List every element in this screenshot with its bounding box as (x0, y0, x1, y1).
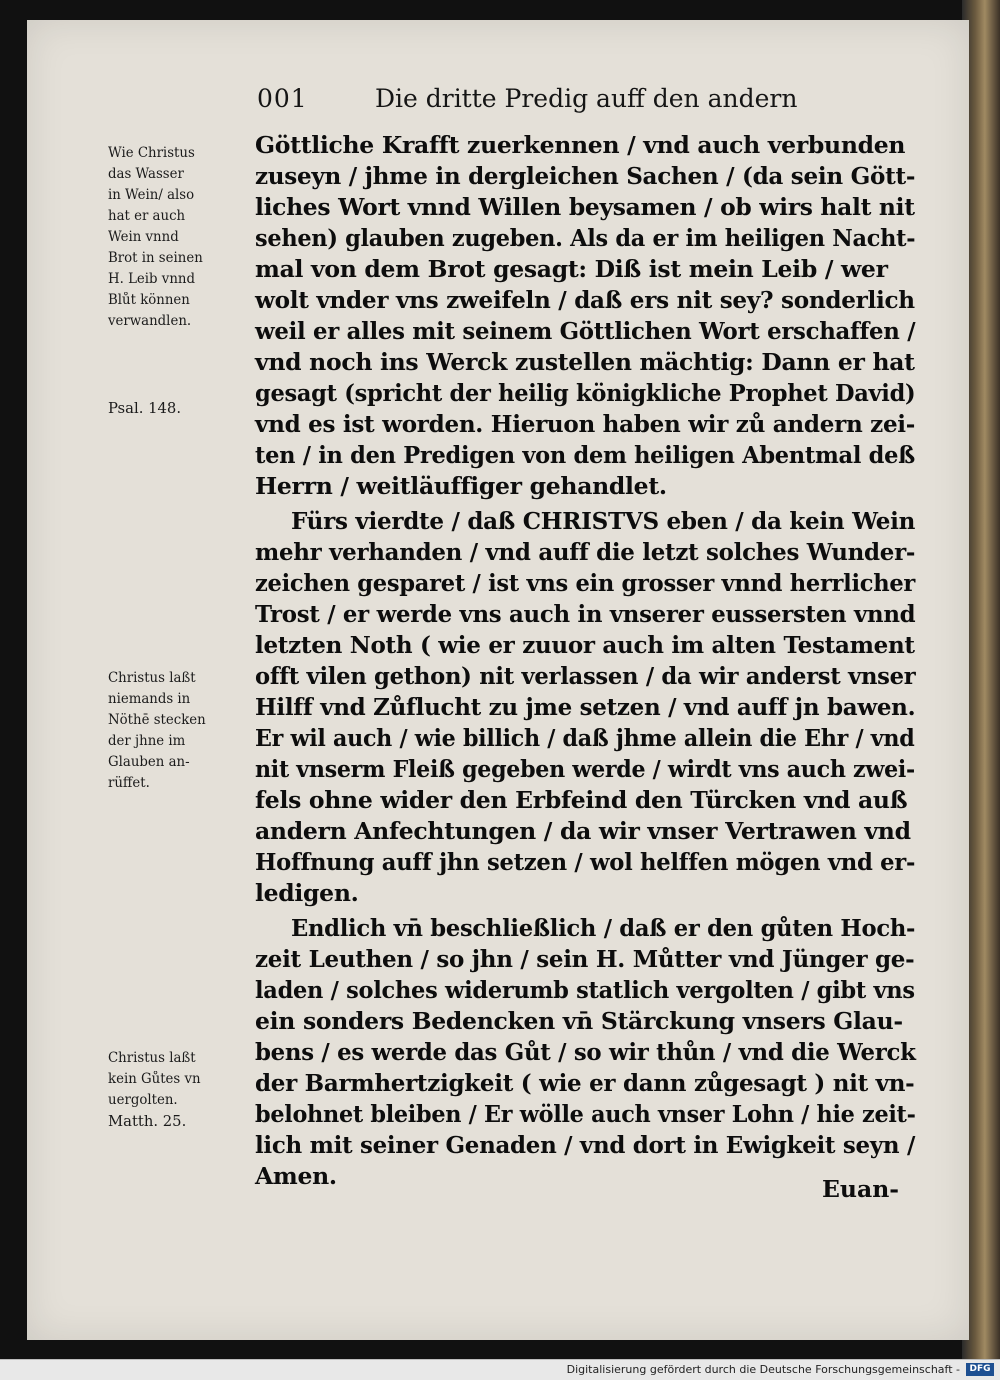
margin-note-line: Blůt können (108, 292, 190, 308)
text-line: bens / es werde das Gůt / so wir thůn / vnd die Werck (255, 1038, 916, 1066)
dfg-logo-icon: DFG (966, 1363, 994, 1376)
text-line: Endlich vn̄ beschließlich / daß er den gůten Hoch- (291, 914, 916, 942)
margin-note (108, 668, 248, 794)
funding-credit: Digitalisierung gefördert durch die Deutsche Forschungsgemeinschaft - (566, 1363, 960, 1376)
margin-note-line: Glauben an- (108, 754, 190, 770)
text-line: sehen) glauben zugeben. Als da er im heiligen Nacht- (255, 224, 916, 252)
text-line: andern Anfechtungen / da wir vnser Vertrawen vnd (255, 817, 911, 845)
text-line: Amen. (255, 1162, 337, 1190)
margin-note-line: Nöthē stecken (108, 712, 206, 728)
margin-note-line: Matth. 25. (108, 1112, 187, 1130)
page-number: 001 (257, 84, 308, 113)
margin-note-line: Psal. 148. (108, 399, 182, 417)
margin-note-line: Christus laßt (108, 670, 196, 686)
margin-note (108, 398, 248, 419)
text-line: der Barmhertzigkeit ( wie er dann zůgesagt ) nit vn- (255, 1069, 915, 1097)
text-line: wolt vnder vns zweifeln / daß ers nit sey? sonderlich (255, 286, 915, 314)
text-line: liches Wort vnnd Willen beysamen / ob wirs halt nit (255, 193, 915, 221)
text-line: zeichen gesparet / ist vns ein grosser vnnd herrlicher (255, 569, 916, 597)
margin-note-line: hat er auch (108, 208, 186, 224)
margin-note-line: der jhne im (108, 733, 186, 749)
margin-note (108, 1048, 248, 1132)
text-line: offt vilen gethon) nit verlassen / da wir anderst vnser (255, 662, 916, 690)
text-line: gesagt (spricht der heilig königkliche Prophet David) (255, 379, 916, 407)
margin-note-line: H. Leib vnnd (108, 271, 195, 287)
running-title: Die dritte Predig auff den andern (374, 84, 798, 113)
text-line: belohnet bleiben / Er wölle auch vnser Lohn / hie zeit- (255, 1100, 916, 1128)
text-line: ten / in den Predigen von dem heiligen Abentmal deß (255, 441, 915, 469)
text-line: nit vnserm Fleiß gegeben werde / wirdt vns auch zwei- (255, 755, 915, 783)
text-line: ein sonders Bedencken vn̄ Stärckung vnsers Glau- (255, 1007, 903, 1035)
text-line: ledigen. (255, 879, 359, 907)
margin-note-line: Wie Christus (108, 145, 195, 161)
text-line: Er wil auch / wie billich / daß jhme allein die Ehr / vnd (255, 724, 915, 752)
margin-note-line: uergolten. (108, 1092, 178, 1108)
text-line: vnd noch ins Werck zustellen mächtig: Dann er hat (255, 348, 915, 376)
page-header (257, 84, 817, 124)
text-line: mal von dem Brot gesagt: Diß ist mein Leib / wer (255, 255, 888, 283)
text-line: zuseyn / jhme in dergleichen Sachen / (da sein Gött- (255, 162, 916, 190)
text-line: Hilff vnd Zůflucht zu jme setzen / vnd auff jn bawen. (255, 693, 916, 721)
margin-note-line: verwandlen. (108, 313, 192, 329)
footer-bar (0, 1359, 1000, 1380)
text-line: Hoffnung auff jhn setzen / wol helffen mögen vnd er- (255, 848, 916, 876)
margin-note-line: Christus laßt (108, 1050, 196, 1066)
margin-note-line: das Wasser (108, 166, 184, 182)
text-line: vnd es ist worden. Hieruon haben wir zů andern zei- (255, 410, 916, 438)
margin-note-line: in Wein/ also (108, 187, 195, 203)
text-line: Göttliche Krafft zuerkennen / vnd auch verbunden (255, 131, 906, 159)
text-line: laden / solches widerumb statlich vergolten / gibt vns (255, 976, 915, 1004)
margin-note-line: Wein vnnd (108, 229, 179, 245)
text-line: Trost / er werde vns auch in vnserer eussersten vnnd (255, 600, 916, 628)
text-line: fels ohne wider den Erbfeind den Türcken vnd auß (255, 786, 908, 814)
text-line: Herrn / weitläuffiger gehandlet. (255, 472, 667, 500)
margin-note-line: kein Gůtes vn (108, 1071, 201, 1087)
margin-note (108, 143, 248, 332)
margin-note-line: Brot in seinen (108, 250, 203, 266)
text-line: letzten Noth ( wie er zuuor auch im alten Testament (255, 631, 915, 659)
text-line: mehr verhanden / vnd auff die letzt solches Wunder- (255, 538, 916, 566)
text-line: weil er alles mit seinem Göttlichen Wort erschaffen / (255, 317, 916, 345)
text-line: lich mit seiner Genaden / vnd dort in Ewigkeit seyn / (255, 1131, 916, 1159)
text-line: Fürs vierdte / daß CHRISTVS eben / da kein Wein (291, 507, 916, 535)
margin-note-line: rüffet. (108, 775, 150, 791)
text-line: zeit Leuthen / so jhn / sein H. Můtter vnd Jünger ge- (255, 945, 915, 973)
margin-note-line: niemands in (108, 691, 191, 707)
catchword: Euan- (822, 1175, 900, 1203)
